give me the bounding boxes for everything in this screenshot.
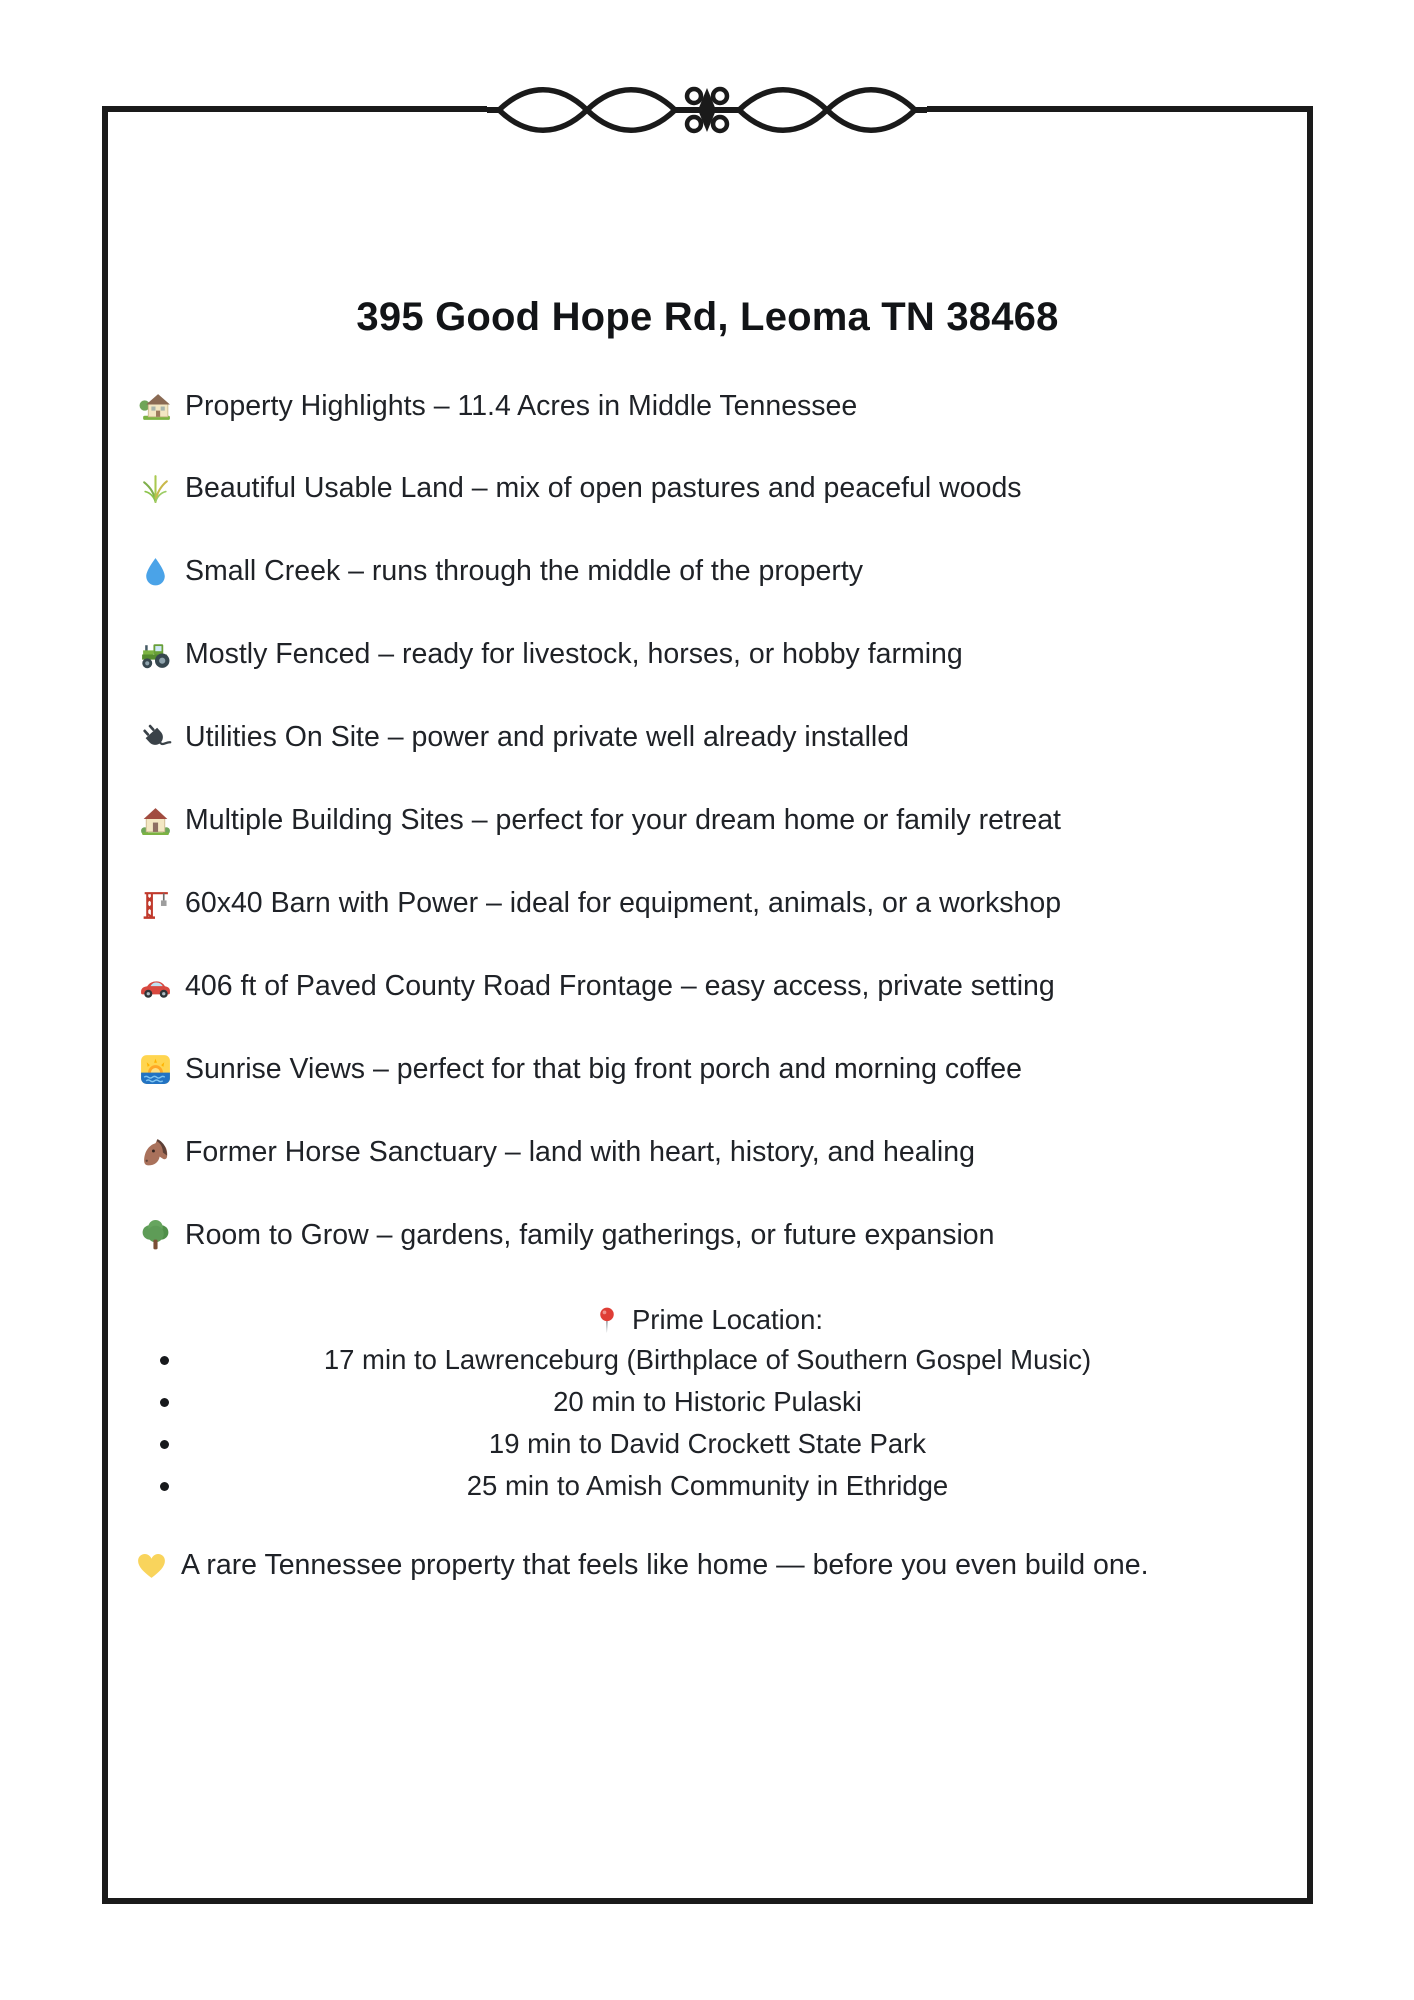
location-heading-label: Prime Location: [631, 1304, 824, 1335]
feature-text: 406 ft of Paved County Road Frontage – easy access, private setting [185, 969, 1055, 1002]
feature-text: Utilities On Site – power and private well already installed [185, 721, 909, 754]
feature-text: Property Highlights – 11.4 Acres in Middle Tennessee [185, 389, 858, 422]
closing-line [134, 1543, 1148, 1587]
location-entry-text: 20 min to Historic Pulaski [553, 1386, 862, 1417]
feature-item [138, 467, 1022, 511]
feature-text: Sunrise Views – perfect for that big front porch and morning coffee [185, 1052, 1023, 1085]
feature-item [138, 1047, 1022, 1091]
location-entry [102, 1424, 1313, 1464]
round-pushpin-icon [592, 1303, 622, 1337]
feature-item [138, 881, 1061, 925]
house-with-garden-icon [138, 389, 172, 423]
location-entry [102, 1466, 1313, 1506]
feature-text: Multiple Building Sites – perfect for your dream home or family retreat [185, 804, 1061, 836]
electric-plug-icon [138, 721, 172, 755]
house-icon [138, 804, 172, 838]
feature-text: Mostly Fenced – ready for livestock, horses, or hobby farming [185, 638, 963, 671]
feature-text: 60x40 Barn with Power – ideal for equipment, animals, or a workshop [185, 886, 1062, 919]
feature-item [138, 799, 1061, 843]
tractor-icon [138, 638, 172, 672]
yellow-heart-icon [134, 1548, 168, 1582]
location-entry [102, 1382, 1313, 1422]
feature-item [138, 1130, 975, 1174]
deciduous-tree-icon [138, 1218, 172, 1252]
location-entry-text: 19 min to David Crockett State Park [488, 1428, 927, 1459]
feature-text: Small Creek – runs through the middle of the property [185, 555, 864, 588]
feature-text: Former Horse Sanctuary – land with heart, history, and healing [185, 1135, 975, 1168]
feature-item [138, 633, 963, 677]
building-construction-icon [138, 886, 172, 920]
horse-face-icon [138, 1135, 172, 1169]
page-title: 395 Good Hope Rd, Leoma TN 38468 [356, 295, 1059, 339]
decorative-flourish-icon [487, 75, 927, 145]
bullet-marker [160, 1398, 169, 1407]
closing-text: A rare Tennessee property that feels like home — before you even build one. [181, 1548, 1149, 1581]
bullet-marker [160, 1482, 169, 1491]
feature-item [138, 1213, 995, 1257]
sheaf-of-rice-icon [138, 472, 172, 506]
automobile-icon [138, 969, 172, 1003]
location-entry [102, 1340, 1313, 1380]
location-entry-text: 17 min to Lawrenceburg (Birthplace of Southern Gospel Music) [323, 1344, 1092, 1375]
feature-text: Room to Grow – gardens, family gatherings, or future expansion [185, 1218, 995, 1251]
location-heading [102, 1298, 1313, 1342]
feature-item [138, 384, 857, 428]
bullet-marker [160, 1440, 169, 1449]
feature-item [138, 550, 863, 594]
feature-item [138, 964, 1055, 1008]
location-entry-text: 25 min to Amish Community in Ethridge [466, 1470, 949, 1501]
feature-text: Beautiful Usable Land – mix of open pastures and peaceful woods [185, 472, 1022, 505]
bullet-marker [160, 1356, 169, 1365]
droplet-icon [138, 555, 172, 589]
feature-item [138, 716, 909, 760]
sunrise-icon [138, 1052, 172, 1086]
